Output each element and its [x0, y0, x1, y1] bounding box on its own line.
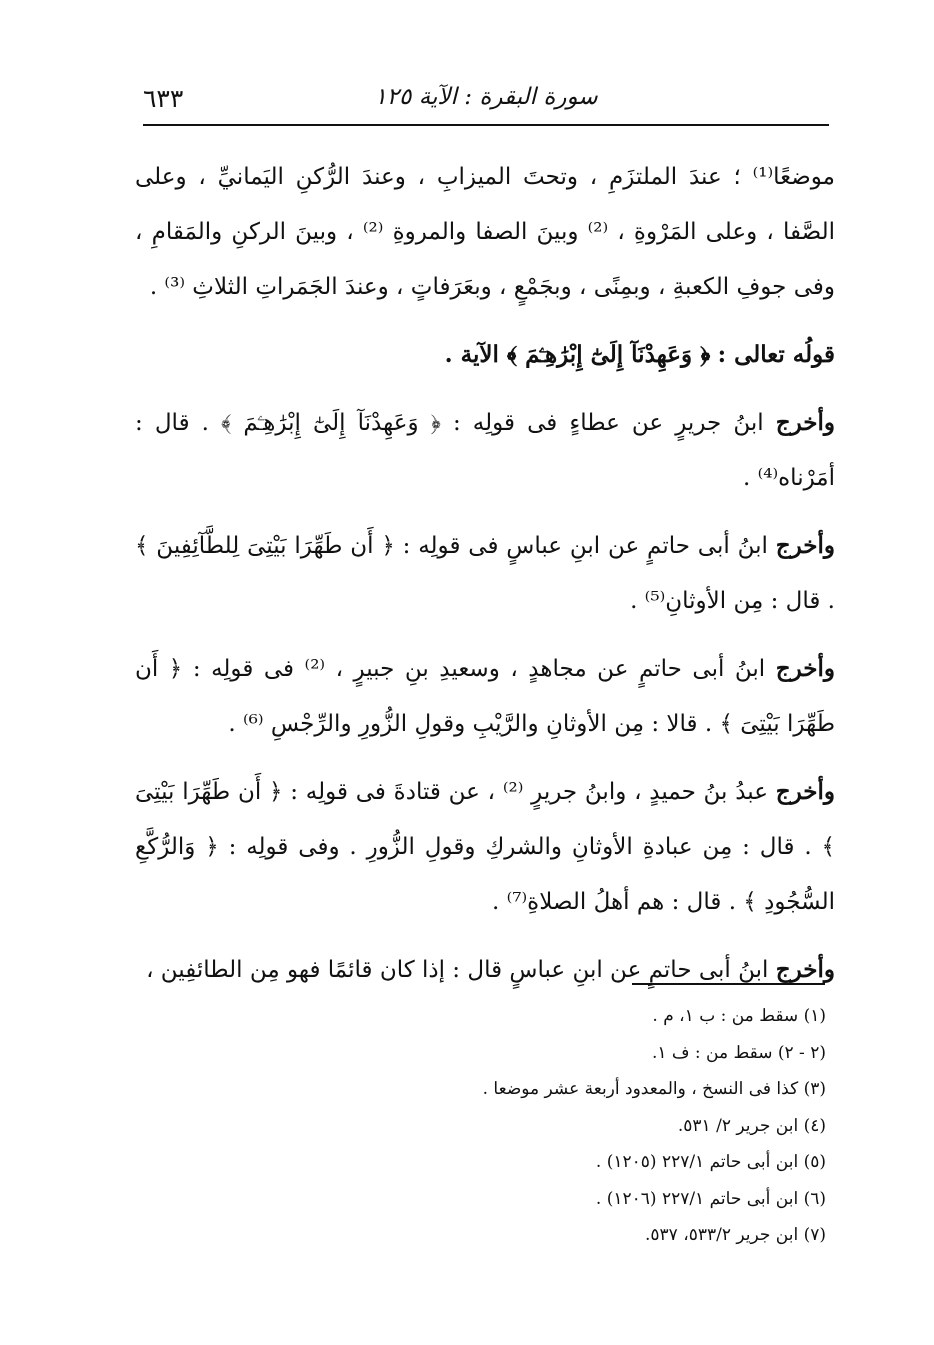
paragraph-lead: قولُه تعالى :	[717, 341, 835, 368]
paragraph-lead: وأخرج	[775, 655, 835, 682]
paragraph	[135, 641, 835, 752]
footnote: (٢ - ٢) سقط من : ف ١.	[651, 1042, 826, 1063]
footnote-divider	[632, 983, 825, 985]
paragraph-text: ﴿ وَعَهِدْنَآ إِلَىٰٓ إِبْرَٰهِـۧمَ ﴾ الآية .	[444, 341, 711, 368]
footnote: (٤) ابن جرير ٢/ ٥٣١.	[677, 1115, 826, 1136]
paragraph	[135, 150, 835, 315]
paragraph	[135, 327, 835, 383]
paragraph-text: موضعًا⁽¹⁾ ؛ عندَ الملتزَمِ ، وتحتَ الميزابِ ، وعندَ الرُّكنِ اليَمانيِّ ، وعلى الصَّفا ، وعلى المَرْوةِ ، ⁽²⁾ وبينَ الصفا والمروةِ ⁽²⁾ ، وبينَ الركنِ والمَقامِ ، وفى جوفِ الكعبةِ ، وبمِنًى ، وبجَمْعٍ ، وبعَرَفاتٍ ، وعندَ الجَمَراتِ الثلاثِ ⁽³⁾ .	[135, 164, 835, 300]
footnotes	[300, 998, 826, 1254]
paragraph	[135, 395, 835, 506]
paragraph-text: ابنُ جريرٍ عن عطاءٍ فى قولِه : ﴿ وَعَهِدْنَآ إِلَىٰٓ إِبْرَٰهِـۧمَ ﴾ . قال : أمَرْناه⁽⁴⁾ .	[135, 410, 835, 491]
paragraph	[135, 942, 835, 998]
footnote: (٧) ابن جرير ٥٣٣/٢، ٥٣٧.	[645, 1225, 826, 1245]
paragraph-lead: وأخرج	[775, 956, 835, 983]
footnote: (٥) ابن أبى حاتم ٢٢٧/١ (١٢٠٥) .	[595, 1152, 826, 1172]
paragraph-text: ابنُ أبى حاتمٍ عن ابنِ عباسٍ فى قولِه : ﴿ أَن طَهِّرَا بَيْتِىَ لِلطَّآئِفِينَ ﴾ . قال : مِن الأوثانِ⁽⁵⁾ .	[135, 533, 835, 614]
footnote: (٣) كذا فى النسخ ، والمعدود أربعة عشر موضعا .	[482, 1079, 826, 1099]
footnote: (٦) ابن أبى حاتم ٢٢٧/١ (١٢٠٦) .	[595, 1188, 826, 1209]
page-header	[143, 78, 829, 126]
page-number: ٦٣٣	[143, 84, 184, 113]
paragraph-text: ابنُ أبى حاتمٍ عن ابنِ عباسٍ قال : إذا كان قائمًا فهو مِن الطائفِين ،	[146, 957, 769, 983]
paragraph-lead: وأخرج	[775, 532, 836, 559]
paragraph-text: عبدُ بنُ حميدٍ ، وابنُ جريرٍ ⁽²⁾ ، عن قتادةَ فى قولِه : ﴿ أَن طَهِّرَا بَيْتِىَ ﴾ . قال : مِن عبادةِ الأوثانِ والشركِ وقولِ الزُّورِ . وفى قولِه : ﴿ وَالرُّكَّعِ السُّجُودِ ﴾ . قال : هم أهلُ الصلاةِ⁽⁷⁾ .	[135, 779, 835, 915]
paragraph-lead: وأخرج	[775, 778, 835, 805]
running-title: سورة البقرة : الآية ١٢٥	[374, 84, 598, 110]
footnote: (١) سقط من : ب ١، م .	[652, 1006, 826, 1026]
paragraph	[135, 518, 835, 629]
main-text	[135, 150, 835, 1010]
paragraph-text: ابنُ أبى حاتمٍ عن مجاهدٍ ، وسعيدِ بنِ جبيرٍ ، ⁽²⁾ فى قولِه : ﴿ أَن طَهِّرَا بَيْتِىَ ﴾ . قالا : مِن الأوثانِ والرَّيْبِ وقولِ الزُّورِ والرِّجْسِ ⁽⁶⁾ .	[135, 656, 835, 737]
paragraph-lead: وأخرج	[775, 409, 835, 436]
paragraph	[135, 764, 835, 930]
